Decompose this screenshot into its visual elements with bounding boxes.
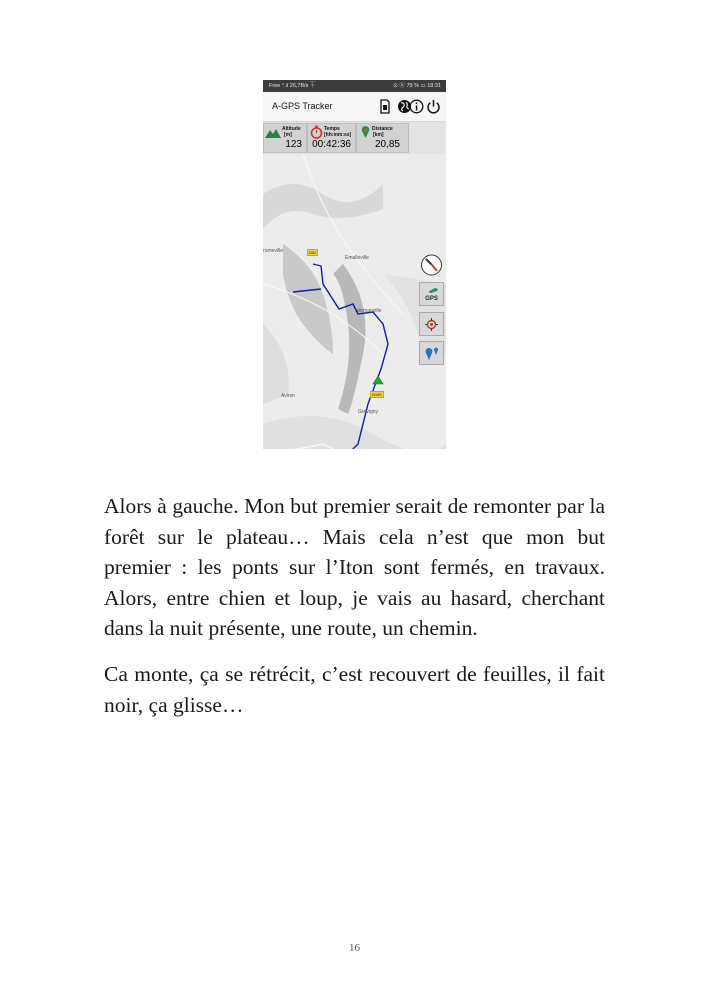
status-right: ⊙ ⓝ 79 % ▭ 18:31 (393, 83, 441, 89)
body-text (104, 491, 605, 735)
status-bar (263, 80, 446, 92)
info-icon[interactable] (409, 99, 424, 114)
stopwatch-icon (310, 125, 323, 139)
time-unit: [hh:mm:ss] (324, 132, 352, 138)
pin-icon (361, 126, 370, 138)
sd-card-icon[interactable] (377, 99, 392, 114)
compass-button[interactable] (419, 253, 444, 277)
distance-value: 20,85 (374, 139, 400, 150)
altitude-value: 123 (285, 139, 302, 150)
gps-icon (427, 286, 439, 294)
road-tag: D52 (309, 250, 317, 255)
place-label: Normanville (355, 308, 382, 314)
place-label: Aviron (281, 393, 296, 399)
crosshair-icon (425, 318, 438, 331)
waypoints-button[interactable] (419, 341, 444, 365)
mountain-icon (265, 128, 281, 138)
compass-icon (419, 253, 444, 277)
phone-screenshot (263, 80, 446, 449)
distance-stat (356, 123, 409, 153)
distance-label: Distance (372, 126, 393, 132)
place-label: Gravigny (358, 409, 379, 415)
place-label: Emalleville (345, 255, 369, 261)
page-number: 16 (349, 942, 360, 954)
altitude-unit: [m] (284, 132, 292, 138)
map-view[interactable] (263, 154, 446, 449)
app-bar (263, 92, 446, 122)
place-label: rumeville (263, 248, 284, 254)
gps-button-label: GPS (425, 296, 438, 302)
distance-unit: [km] (373, 132, 384, 138)
paragraph: Ca monte, ça se rétrécit, c’est recouvert de feuilles, il fait noir, ça glisse… (104, 661, 605, 717)
time-value: 00:42:36 (312, 139, 351, 150)
stats-panel (263, 122, 446, 154)
gps-button[interactable] (419, 282, 444, 306)
road-tag: D155 (372, 392, 382, 397)
altitude-label: Altitude (282, 126, 301, 132)
locate-button[interactable] (419, 312, 444, 336)
paragraph: Alors à gauche. Mon but premier serait de remonter par la forêt sur le plateau… Mais cela n’est que mon but premier : les ponts sur l’Iton sont fermés, en travaux. Alors, entre chien et loup, je vais au hasard, cherchant dans la nuit présente, une route, un chemin. (104, 494, 605, 641)
time-stat (307, 123, 356, 153)
time-label: Temps (324, 126, 340, 132)
map-pin-icon (424, 346, 440, 361)
status-left: Free ᐤ.ıl 26,7B/s ⏇ (269, 83, 316, 89)
app-title: A-GPS Tracker (272, 101, 333, 111)
power-icon[interactable] (426, 99, 441, 114)
altitude-stat (263, 123, 307, 153)
